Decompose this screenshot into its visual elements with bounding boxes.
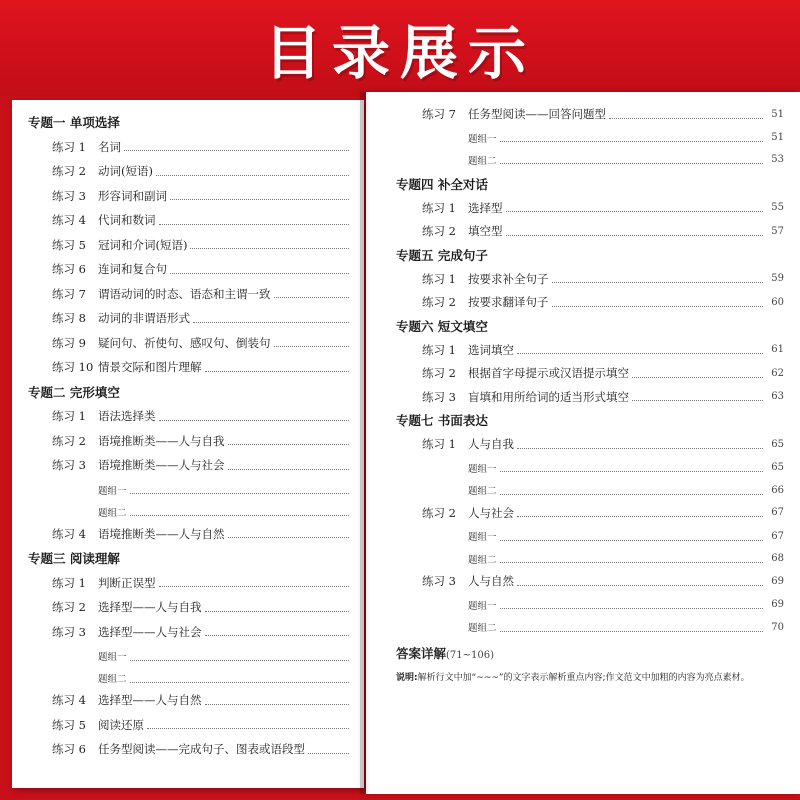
dot-leader — [506, 211, 764, 212]
dot-leader — [517, 448, 763, 449]
exercise-title: 冠词和介词(短语) — [98, 237, 188, 252]
exercise-number: 练习 4 — [52, 693, 86, 707]
toc-entry — [52, 137, 352, 157]
page-number: 55 — [771, 202, 784, 213]
toc-subentry — [52, 646, 352, 666]
dot-leader — [130, 660, 349, 661]
toc-subentry — [422, 549, 784, 569]
exercise-title: 代词和数词 — [98, 213, 156, 227]
right-page — [366, 92, 800, 794]
exercise-number: 练习 1 — [422, 200, 456, 215]
section-heading: 专题二 完形填空 — [28, 384, 120, 400]
exercise-number: 练习 5 — [52, 717, 86, 732]
toc-subentry — [422, 128, 784, 148]
toc-entry — [52, 210, 352, 230]
dot-leader — [190, 248, 349, 249]
toc-subentry — [422, 526, 784, 546]
page-number: 66 — [771, 484, 784, 496]
toc-subentry — [422, 458, 784, 478]
exercise-number: 练习 2 — [422, 224, 456, 238]
exercise-title: 题组一 — [468, 532, 497, 543]
note-text: 解析行文中加“~~~”的文字表示解析重点内容;作文范文中加粗的内容为亮点素材。 — [417, 672, 750, 683]
toc-entry — [422, 198, 784, 218]
toc-entry — [422, 387, 784, 407]
toc-entry — [52, 524, 352, 544]
toc-entry — [52, 739, 352, 759]
exercise-title: 题组二 — [468, 623, 497, 634]
exercise-title: 题组一 — [468, 133, 497, 145]
dot-leader — [500, 540, 763, 541]
exercise-title: 题组一 — [468, 600, 497, 612]
exercise-number: 练习 4 — [52, 213, 86, 227]
exercise-number: 练习 2 — [52, 600, 86, 614]
page-number: 69 — [771, 599, 784, 610]
toc-entry — [422, 292, 784, 312]
dot-leader — [500, 494, 763, 495]
toc-entry — [52, 186, 352, 206]
page-number: 65 — [771, 438, 784, 450]
dot-leader — [228, 444, 350, 445]
exercise-number: 练习 1 — [422, 271, 456, 286]
exercise-title: 根据首字母提示或汉语提示填空 — [468, 366, 629, 380]
toc-entry — [422, 269, 784, 289]
explanation-note — [396, 670, 796, 683]
exercise-number: 练习 3 — [52, 458, 86, 472]
exercise-number: 练习 2 — [52, 164, 86, 178]
answers-page-range: (71~106) — [446, 649, 495, 661]
dot-leader — [205, 371, 350, 372]
exercise-title: 语法选择类 — [98, 409, 156, 423]
dot-leader — [228, 469, 350, 470]
exercise-number: 练习 7 — [422, 107, 456, 121]
section-heading: 专题六 短文填空 — [396, 318, 488, 334]
dot-leader — [552, 282, 764, 283]
exercise-title: 选词填空 — [468, 342, 514, 357]
dot-leader — [205, 635, 350, 636]
toc-entry — [52, 690, 352, 710]
note-label: 说明: — [396, 672, 418, 683]
exercise-number: 练习 3 — [52, 188, 86, 203]
toc-entry — [422, 221, 784, 241]
page-number: 61 — [771, 344, 784, 355]
exercise-number: 练习 3 — [422, 389, 456, 404]
dot-leader — [193, 322, 349, 323]
exercise-number: 练习 7 — [52, 286, 86, 301]
toc-subentry — [52, 502, 352, 522]
dot-leader — [170, 199, 349, 200]
exercise-title: 题组二 — [468, 554, 497, 566]
dot-leader — [156, 175, 349, 176]
exercise-number: 练习 1 — [422, 437, 456, 451]
dot-leader — [500, 471, 763, 472]
dot-leader — [506, 235, 764, 236]
exercise-number: 练习 5 — [52, 237, 86, 252]
left-page — [12, 100, 364, 788]
exercise-number: 练习 3 — [52, 624, 86, 639]
toc-subentry — [422, 150, 784, 170]
page-number: 57 — [771, 225, 784, 237]
dot-leader — [159, 224, 350, 225]
exercise-title: 任务型阅读——完成句子、图表或语段型 — [98, 742, 305, 756]
exercise-number: 练习 1 — [52, 409, 86, 423]
page-number: 63 — [771, 391, 784, 402]
toc-subentry — [422, 480, 784, 500]
toc-subentry — [52, 668, 352, 688]
dot-leader — [170, 273, 349, 274]
exercise-number: 练习 1 — [422, 342, 456, 357]
toc-entry — [422, 571, 784, 591]
answers-title: 答案详解 — [396, 645, 447, 661]
dot-leader — [205, 704, 350, 705]
page-number: 51 — [771, 132, 784, 143]
toc-subentry — [422, 595, 784, 615]
exercise-number: 练习 6 — [52, 742, 86, 756]
exercise-title: 人与自我 — [468, 437, 514, 451]
exercise-title: 盲填和用所给词的适当形式填空 — [468, 389, 629, 404]
page-number: 70 — [771, 621, 784, 633]
toc-entry — [422, 104, 784, 124]
exercise-title: 动词的非谓语形式 — [98, 311, 190, 325]
answers-heading — [396, 644, 494, 662]
exercise-number: 练习 2 — [422, 505, 456, 520]
exercise-title: 题组二 — [98, 674, 127, 685]
dot-leader — [159, 586, 350, 587]
dot-leader — [205, 611, 350, 612]
dot-leader — [517, 585, 763, 586]
section-heading: 专题三 阅读理解 — [28, 551, 120, 566]
dot-leader — [552, 306, 764, 307]
dot-leader — [147, 728, 349, 729]
exercise-title: 题组二 — [468, 155, 497, 167]
banner-title: 目录展示 — [263, 19, 536, 87]
exercise-title: 名词 — [98, 139, 121, 154]
exercise-title: 动词(短语) — [98, 164, 153, 178]
toc-entry — [52, 161, 352, 181]
dot-leader — [228, 537, 350, 538]
exercise-number: 练习 8 — [52, 311, 86, 325]
exercise-number: 练习 2 — [422, 366, 456, 380]
toc-entry — [52, 284, 352, 304]
toc-subentry — [52, 480, 352, 500]
page-number: 69 — [771, 575, 784, 587]
page-number: 68 — [771, 553, 784, 564]
section-heading: 专题五 完成句子 — [396, 247, 488, 263]
dot-leader — [159, 420, 350, 421]
exercise-title: 按要求翻译句子 — [468, 295, 549, 309]
page-number: 60 — [771, 296, 784, 308]
exercise-number: 练习 4 — [52, 526, 86, 541]
toc-entry — [52, 622, 352, 642]
exercise-number: 练习 1 — [52, 575, 86, 590]
exercise-number: 练习 6 — [52, 262, 86, 276]
exercise-title: 题组二 — [98, 507, 127, 519]
exercise-title: 连词和复合句 — [98, 262, 167, 276]
toc-entry — [52, 573, 352, 593]
exercise-title: 情景交际和图片理解 — [98, 360, 202, 374]
section-heading: 专题七 书面表达 — [396, 413, 488, 428]
page-number: 62 — [771, 367, 784, 379]
page-number: 65 — [771, 462, 784, 473]
exercise-title: 选择型 — [468, 200, 503, 215]
exercise-title: 人与自然 — [468, 574, 514, 588]
toc-entry — [52, 308, 352, 328]
exercise-number: 练习 10 — [52, 360, 94, 374]
exercise-title: 选择型——人与自然 — [98, 693, 202, 707]
exercise-title: 语境推断类——人与社会 — [98, 458, 225, 472]
exercise-title: 填空型 — [468, 224, 503, 238]
exercise-title: 谓语动词的时态、语态和主谓一致 — [98, 286, 271, 301]
exercise-title: 判断正误型 — [98, 575, 156, 590]
toc-entry — [422, 503, 784, 523]
exercise-title: 人与社会 — [468, 505, 514, 520]
exercise-title: 选择型——人与自我 — [98, 600, 202, 614]
toc-entry — [52, 259, 352, 279]
dot-leader — [130, 515, 349, 516]
exercise-number: 练习 9 — [52, 335, 86, 350]
toc-entry — [422, 340, 784, 360]
toc-entry — [52, 235, 352, 255]
dot-leader — [500, 631, 763, 632]
dot-leader — [517, 516, 763, 517]
exercise-title: 语境推断类——人与自然 — [98, 526, 225, 541]
dot-leader — [517, 353, 763, 354]
exercise-number: 练习 2 — [52, 433, 86, 448]
page-number: 67 — [771, 507, 784, 518]
dot-leader — [500, 141, 763, 142]
exercise-title: 任务型阅读——回答问题型 — [468, 107, 606, 121]
exercise-number: 练习 1 — [52, 139, 86, 154]
exercise-title: 语境推断类——人与自我 — [98, 433, 225, 448]
dot-leader — [124, 150, 349, 151]
dot-leader — [308, 753, 349, 754]
dot-leader — [274, 297, 350, 298]
exercise-number: 练习 2 — [422, 295, 456, 309]
toc-entry — [52, 357, 352, 377]
exercise-title: 形容词和副词 — [98, 188, 167, 203]
book-spine — [360, 92, 370, 794]
toc-entry — [52, 431, 352, 451]
exercise-title: 疑问句、祈使句、感叹句、倒装句 — [98, 335, 271, 350]
dot-leader — [609, 118, 763, 119]
toc-entry — [52, 455, 352, 475]
dot-leader — [632, 377, 763, 378]
toc-entry — [422, 434, 784, 454]
page-number: 53 — [771, 154, 784, 165]
exercise-title: 题组一 — [98, 485, 127, 497]
dot-leader — [130, 682, 349, 683]
toc-entry — [52, 715, 352, 735]
dot-leader — [130, 493, 349, 494]
dot-leader — [274, 346, 350, 347]
dot-leader — [632, 400, 763, 401]
exercise-title: 题组一 — [98, 652, 127, 663]
dot-leader — [500, 562, 763, 563]
section-heading: 专题四 补全对话 — [396, 176, 488, 192]
header-banner — [0, 0, 800, 96]
page-number: 67 — [771, 530, 784, 542]
toc-entry — [422, 363, 784, 383]
exercise-title: 阅读还原 — [98, 717, 144, 732]
page-number: 51 — [771, 108, 784, 120]
exercise-number: 练习 3 — [422, 574, 456, 588]
page-number: 59 — [771, 273, 784, 284]
toc-entry — [52, 597, 352, 617]
dot-leader — [500, 608, 763, 609]
section-heading: 专题一 单项选择 — [28, 115, 120, 130]
toc-entry — [52, 406, 352, 426]
toc-subentry — [422, 617, 784, 637]
exercise-title: 选择型——人与社会 — [98, 624, 202, 639]
dot-leader — [500, 163, 763, 164]
exercise-title: 题组一 — [468, 463, 497, 475]
toc-entry — [52, 333, 352, 353]
exercise-title: 题组二 — [468, 486, 497, 497]
exercise-title: 按要求补全句子 — [468, 271, 549, 286]
